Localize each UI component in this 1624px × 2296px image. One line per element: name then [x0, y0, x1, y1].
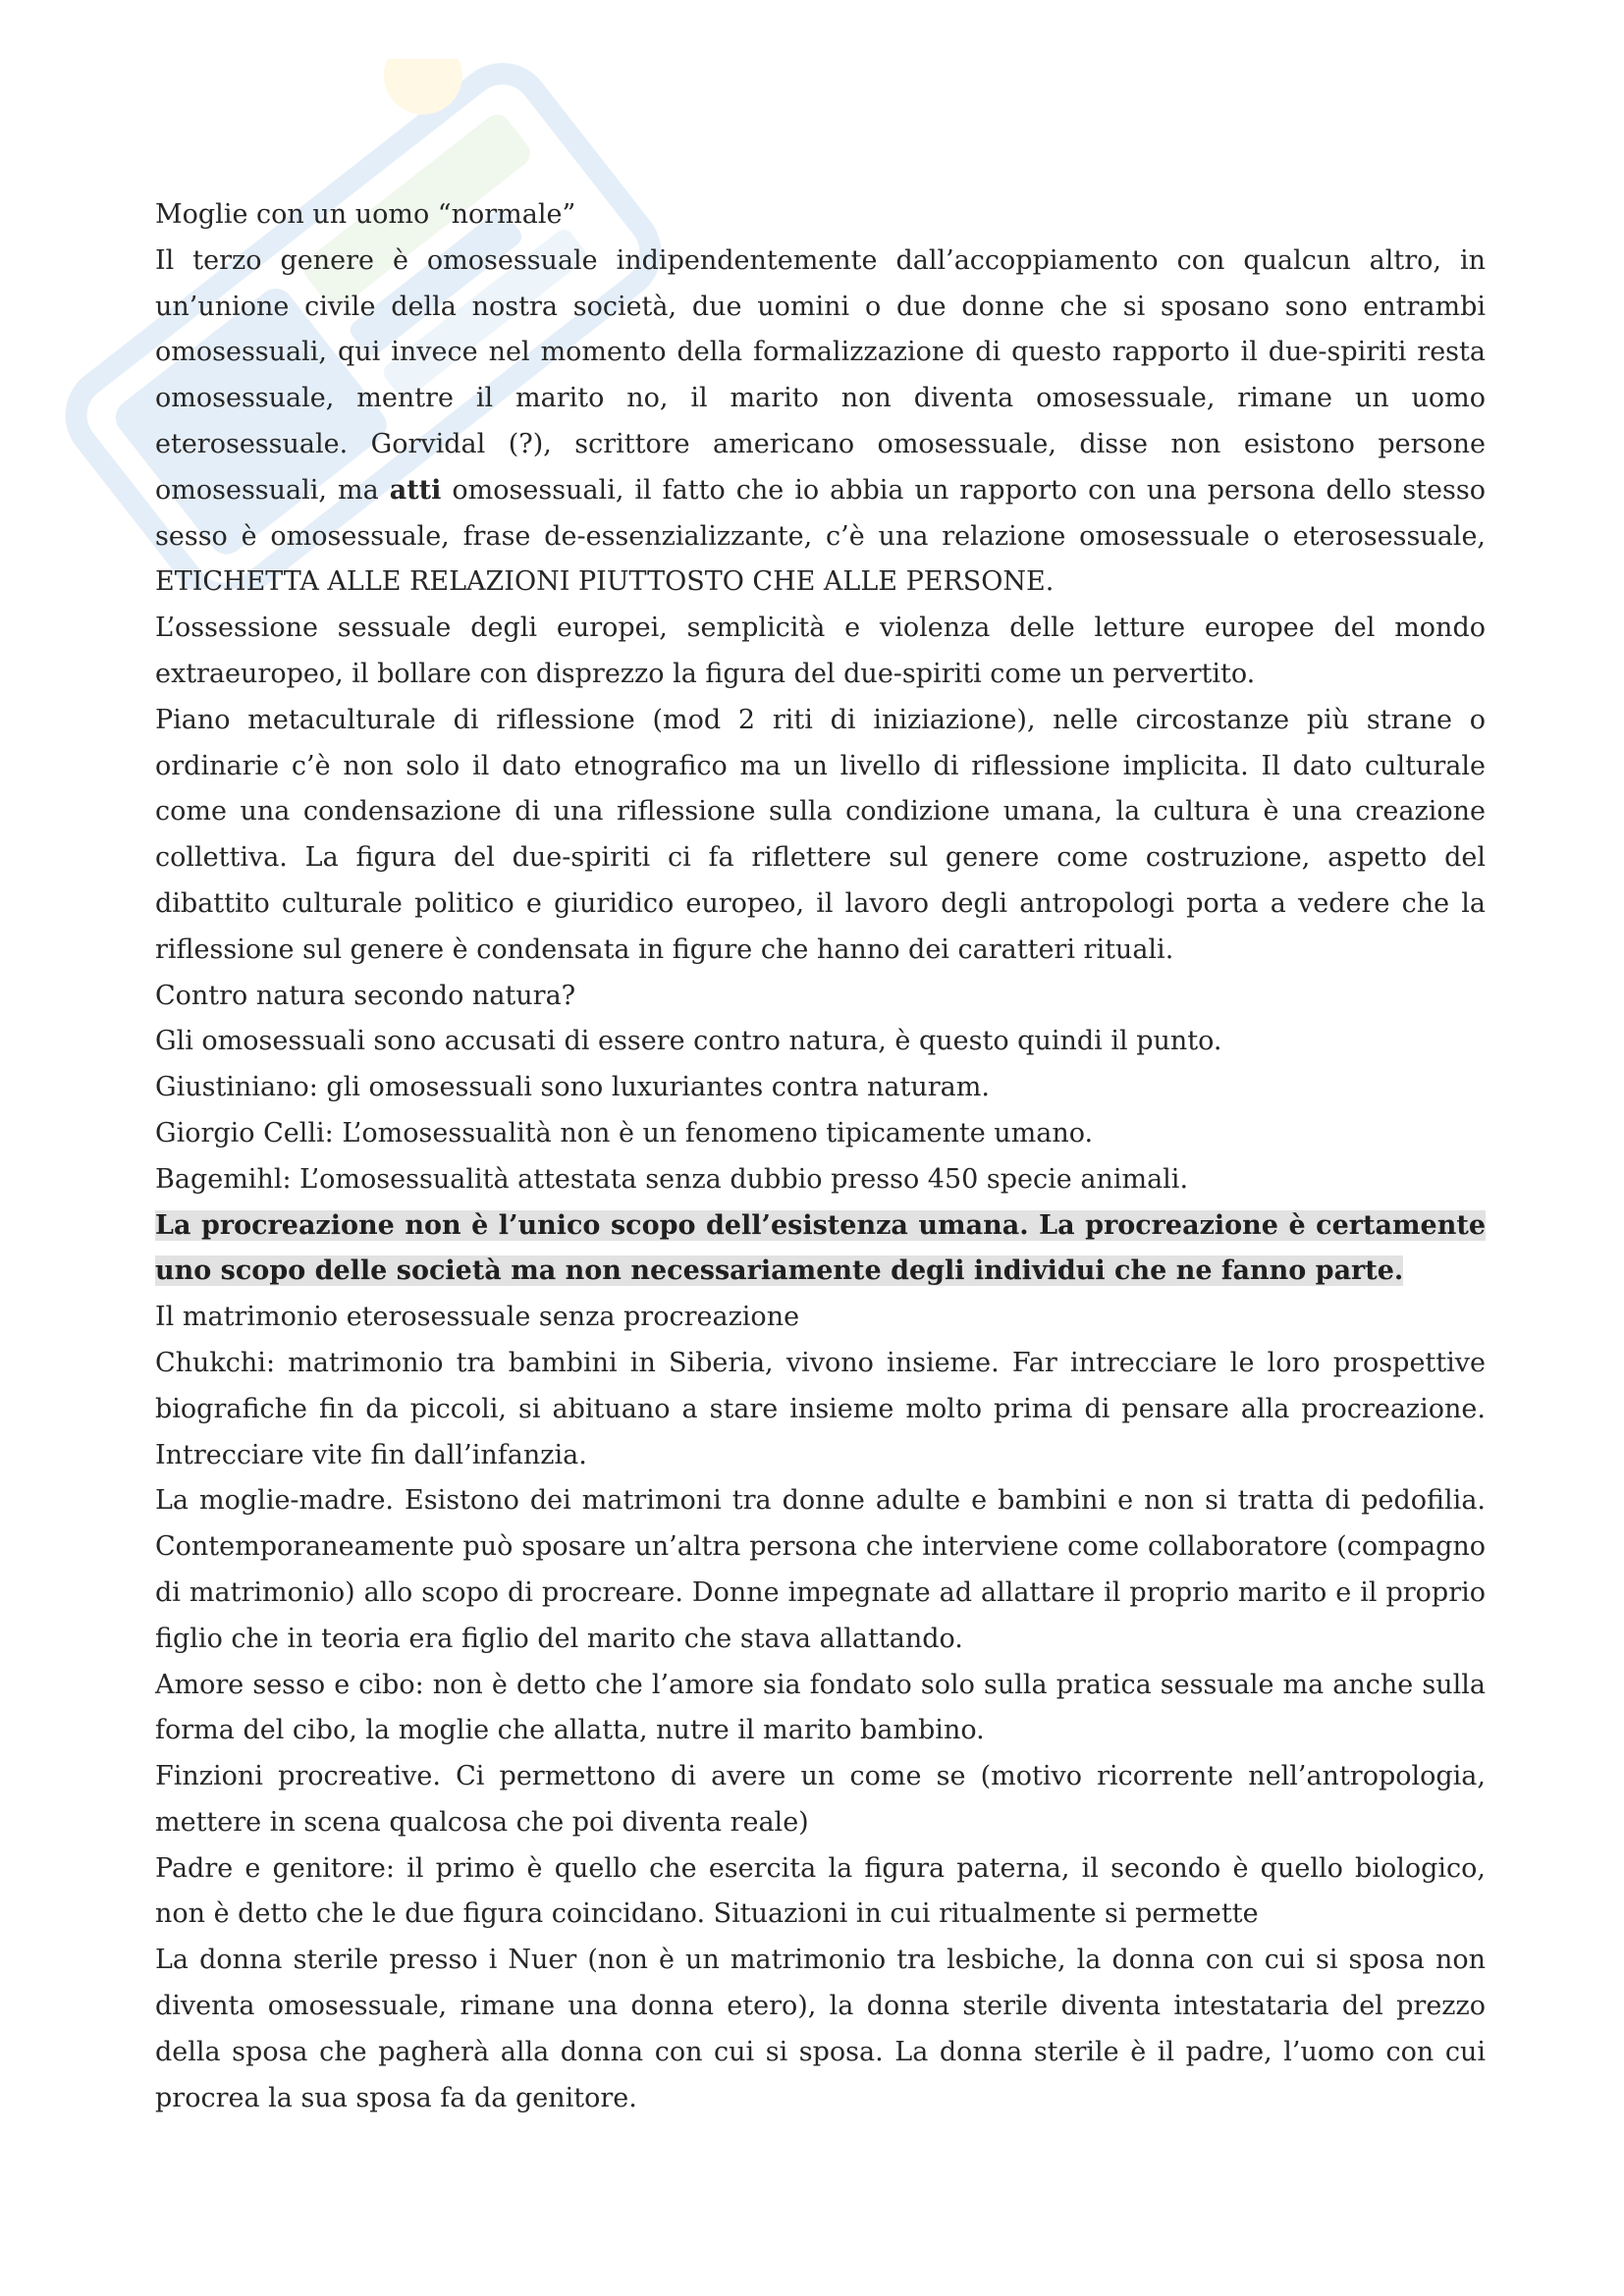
paragraph-chukchi: Chukchi: matrimonio tra bambini in Siberia, vivono insieme. Far intrecciare le loro prospettive biografiche fin da piccoli, si abituano a stare insieme molto prima di pensare alla procreazione. Intrecciare vite fin dall’infanzia.	[155, 1347, 1486, 1470]
heading-marriage-without-procreation: Il matrimonio eterosessuale senza procreazione	[155, 1302, 800, 1333]
heading-wife-normal-man: Moglie con un uomo “normale”	[155, 199, 576, 230]
heading-against-nature: Contro natura secondo natura?	[155, 980, 576, 1011]
paragraph-third-gender	[155, 239, 1486, 606]
paragraph-metacultural-level: Piano metaculturale di riflessione (mod 2 riti di iniziazione), nelle circostanze più strane o ordinarie c’è non solo il dato etnografico ma un livello di riflessione implicita. Il dato culturale come una condensazione di una riflessione sulla condizione umana, la cultura è una creazione collettiva. La figura del due-spiriti ci fa riflettere sul genere come costruzione, aspetto del dibattito culturale politico e giuridico europeo, il lavoro degli antropologi porta a vedere che la riflessione sul genere è condensata in figure che hanno dei caratteri rituali.	[155, 704, 1486, 965]
paragraph-wife-mother: La moglie-madre. Esistono dei matrimoni tra donne adulte e bambini e non si tratta di pedofilia. Contemporaneamente può sposare un’altra persona che interviene come collaboratore (compagno di matrimonio) allo scopo di procreare. Donne impegnate ad allattare il proprio marito e il proprio figlio che in teoria era figlio del marito che stava allattando.	[155, 1485, 1486, 1654]
highlight-text: La procreazione non è l’unico scopo dell’esistenza umana. La procreazione è certamente uno scopo delle società ma non necessariamente degli individui che ne fanno parte.	[155, 1209, 1486, 1287]
paragraph-third-gender-part2: omosessuali, il fatto che io abbia un rapporto con una persona dello stesso sesso è omosessuale, frase de-essenzializzante, c’è una relazione omosessuale o eterosessuale, ETICHETTA ALLE RELAZIONI PIUTTOSTO CHE ALLE PERSONE.	[155, 474, 1486, 598]
paragraph-nuer-sterile-woman: La donna sterile presso i Nuer (non è un matrimonio tra lesbiche, la donna con cui si sposa non diventa omosessuale, rimane una donna etero), la donna sterile diventa intestataria del prezzo della sposa che pagherà alla donna con cui si sposa. La donna sterile è il padre, l’uomo con cui procrea la sua sposa fa da genitore.	[155, 1945, 1486, 2113]
paragraph-third-gender-part1: Il terzo genere è omosessuale indipendentemente dall’accoppiamento con qualcun altro, in un’unione civile della nostra società, due uomini o due donne che si sposano sono entrambi omosessuali, qui invece nel momento della formalizzazione di questo rapporto il due-spiriti resta omosessuale, mentre il marito no, il marito non diventa omosessuale, rimane un uomo eterosessuale. Gorvidal (?), scrittore americano omosessuale, disse non esistono persone omosessuali, ma	[155, 244, 1486, 506]
paragraph-giustiniano: Giustiniano: gli omosessuali sono luxuriantes contra naturam.	[155, 1072, 990, 1103]
paragraph-father-and-genitor: Padre e genitore: il primo è quello che esercita la figura paterna, il secondo è quello biologico, non è detto che le due figura coincidano. Situazioni in cui ritualmente si permette	[155, 1852, 1486, 1930]
paragraph-bagemihl: Bagemihl: L’omosessualità attestata senza dubbio presso 450 specie animali.	[155, 1163, 1189, 1195]
paragraph-european-obsession: L’ossessione sessuale degli europei, semplicità e violenza delle letture europee del mondo extraeuropeo, il bollare con disprezzo la figura del due-spiriti come un pervertito.	[155, 613, 1486, 689]
highlighted-procreation-statement	[155, 1203, 1486, 1296]
paragraph-giorgio-celli: Giorgio Celli: L’omosessualità non è un fenomeno tipicamente umano.	[155, 1117, 1094, 1148]
paragraph-accused-against-nature: Gli omosessuali sono accusati di essere contro natura, è questo quindi il punto.	[155, 1026, 1222, 1057]
paragraph-love-sex-food: Amore sesso e cibo: non è detto che l’amore sia fondato solo sulla pratica sessuale ma anche sulla forma del cibo, la moglie che allatta, nutre il marito bambino.	[155, 1669, 1486, 1746]
emphasis-acts: atti	[389, 474, 442, 506]
paragraph-procreative-fictions: Finzioni procreative. Ci permettono di avere un come se (motivo ricorrente nell’antropologia, mettere in scena qualcosa che poi diventa reale)	[155, 1761, 1486, 1838]
document-page	[155, 192, 1486, 2121]
